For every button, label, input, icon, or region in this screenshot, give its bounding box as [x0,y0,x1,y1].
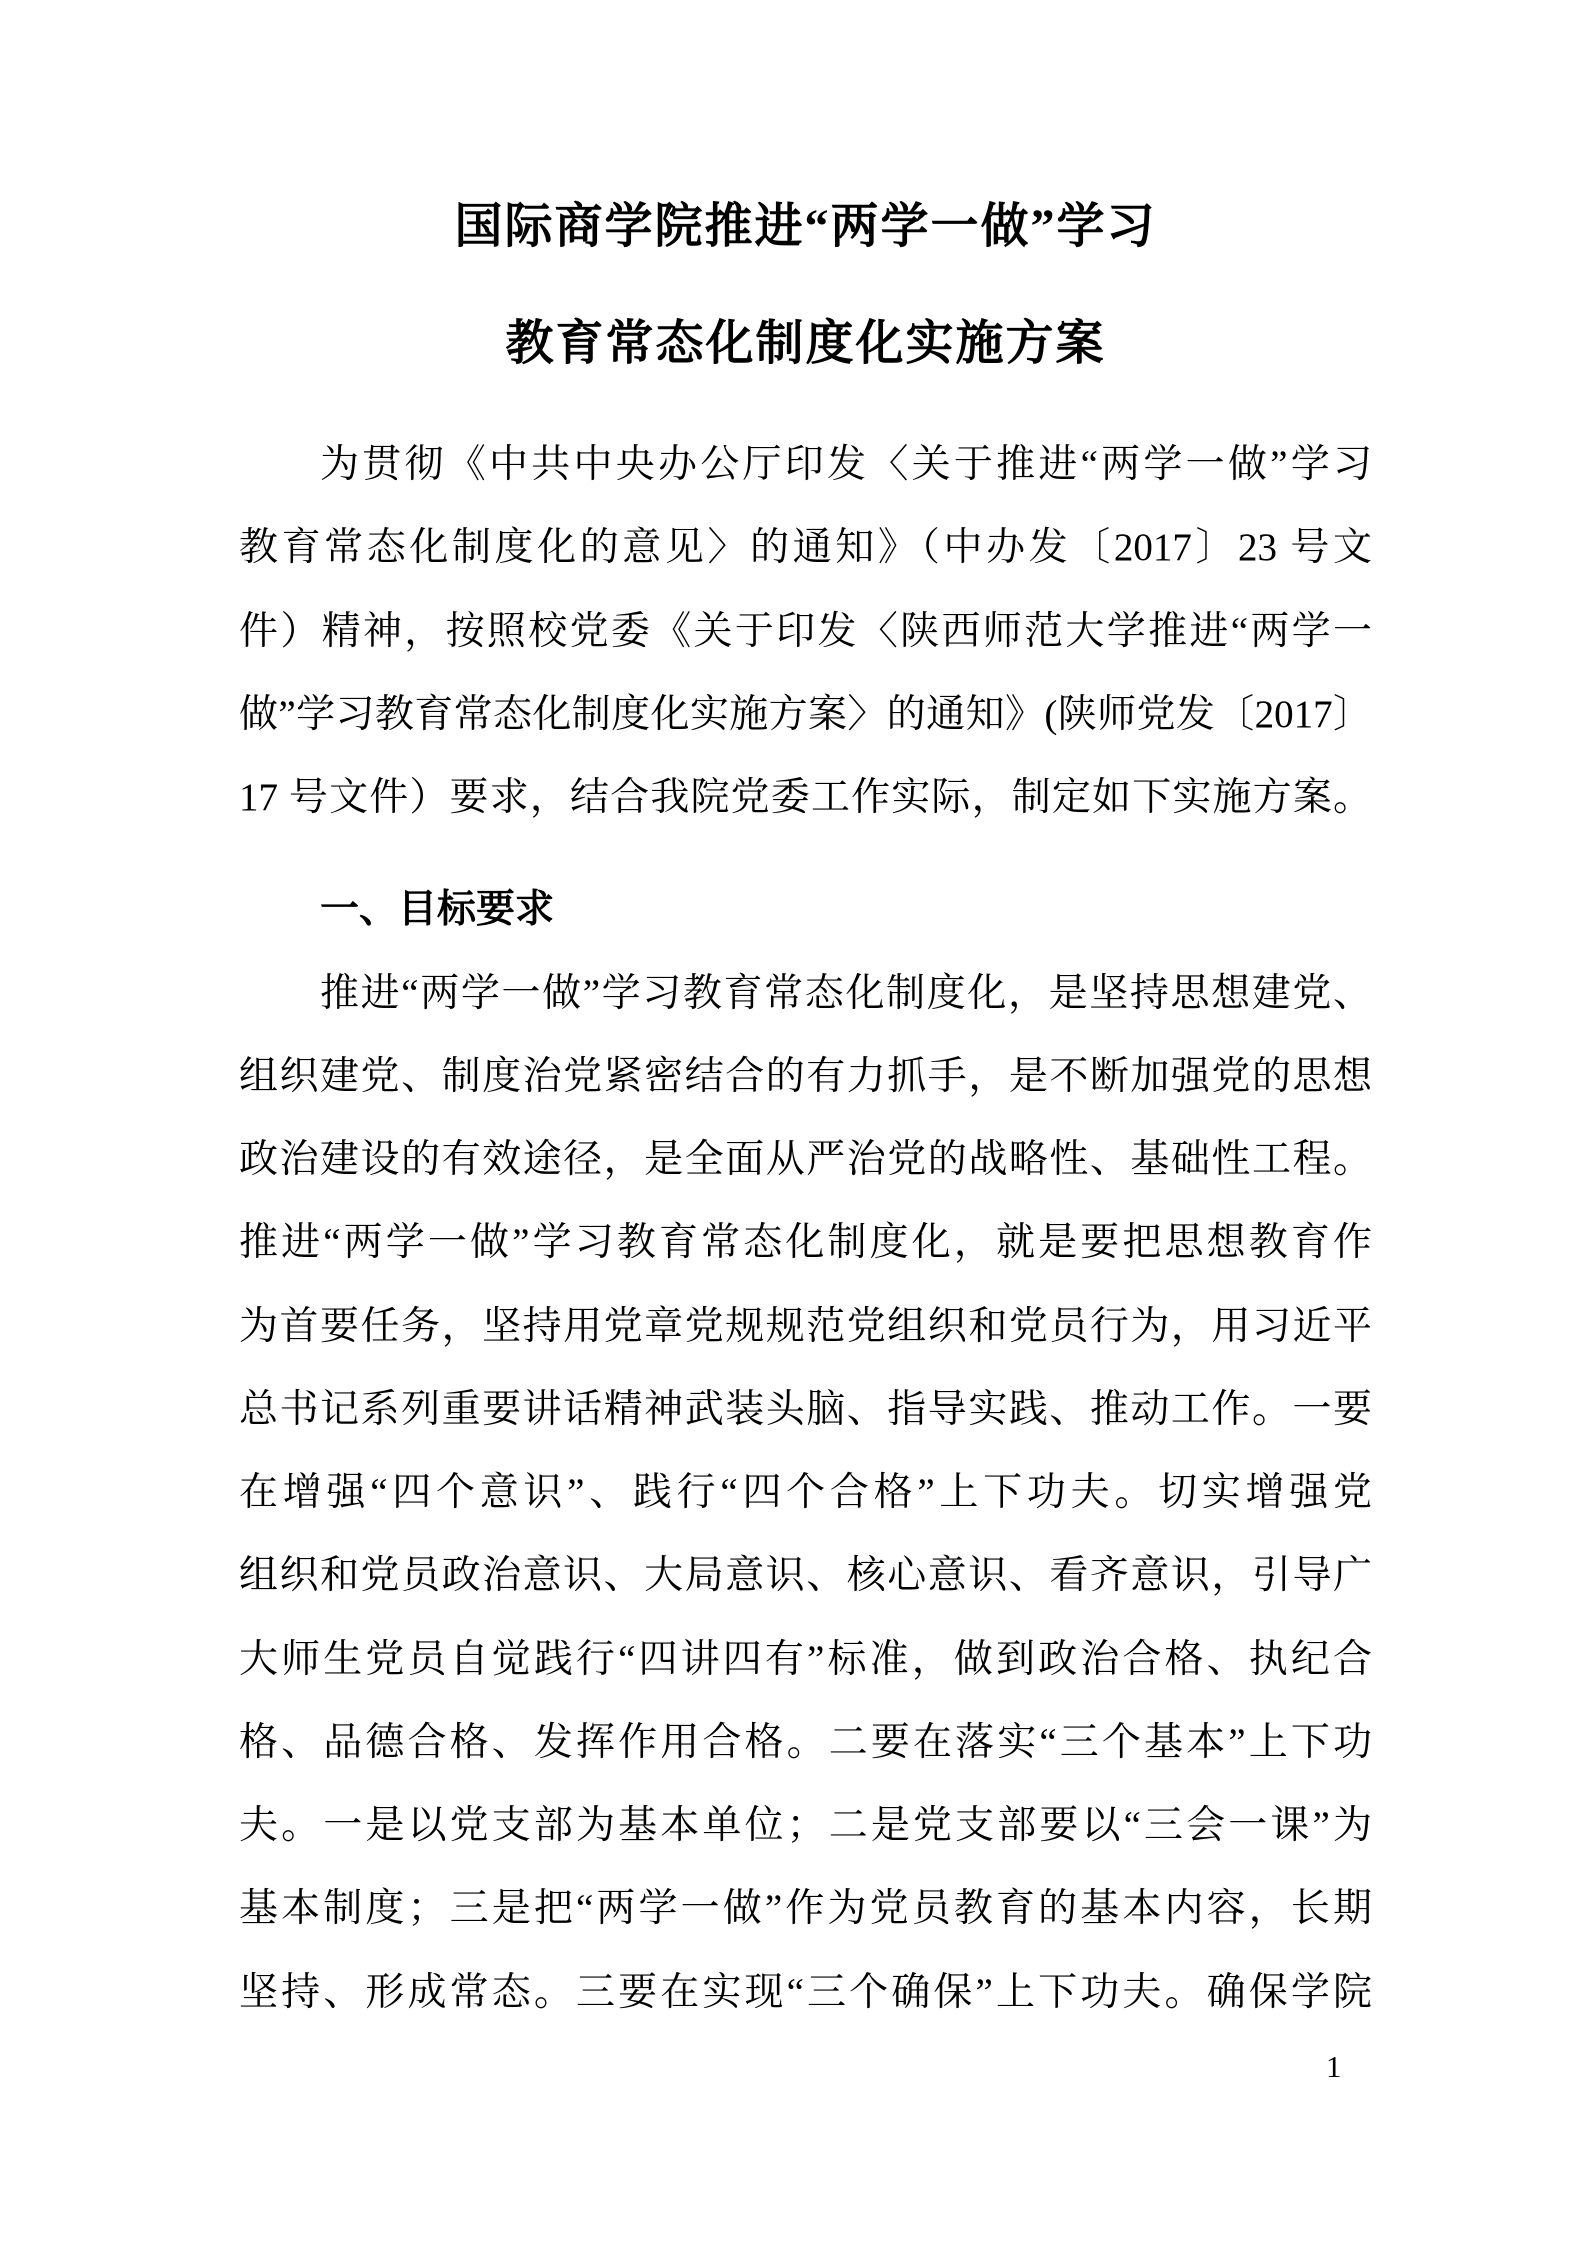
text-line: 在增强“四个意识”、践行“四个合格”上下功夫。切实增强党 [239,1471,1372,1514]
text-line: 组织建党、制度治党紧密结合的有力抓手，是不断加强党的思想 [239,1054,1372,1098]
text-line: 政治建设的有效途径，是全面从严治党的战略性、基础性工程。 [239,1138,1372,1181]
text-line: 17 号文件）要求，结合我院党委工作实际，制定如下实施方案。 [239,776,1372,819]
page-number: 1 [1326,2049,1342,2084]
text-line: 总书记系列重要讲话精神武装头脑、指导实践、推动工作。一要 [239,1387,1372,1431]
paragraph [239,971,1372,2053]
text-line: 大师生党员自觉践行“四讲四有”标准，做到政治合格、执纪合 [239,1637,1372,1681]
text-line: 坚持、形成常态。三要在实现“三个确保”上下功夫。确保学院 [239,1970,1372,2014]
text-line: 组织和党员政治意识、大局意识、核心意识、看齐意识，引导广 [239,1554,1372,1598]
text-line: 教育常态化制度化的意见〉的通知》（中办发〔2017〕23 号文 [239,526,1372,570]
text-line: 为首要任务，坚持用党章党规规范党组织和党员行为，用习近平 [239,1304,1372,1348]
document-title-line-2: 教育常态化制度化实施方案 [505,317,1106,370]
section-heading [239,887,1372,970]
text-line: 夫。一是以党支部为基本单位；二是党支部要以“三会一课”为 [239,1804,1372,1847]
text-line: 基本制度；三是把“两学一做”作为党员教育的基本内容，长期 [239,1887,1372,1931]
text-line: 为贯彻《中共中央办公厅印发〈关于推进“两学一做”学习 [320,443,1372,486]
text-line: 一、目标要求 [320,888,555,932]
text-line: 件）精神，按照校党委《关于印发〈陕西师范大学推进“两学一 [239,609,1372,653]
text-line: 推进“两学一做”学习教育常态化制度化，是坚持思想建党、 [320,971,1372,1015]
paragraph [239,442,1372,858]
text-line: 格、品德合格、发挥作用合格。二要在落实“三个基本”上下功 [239,1720,1372,1764]
text-line: 做”学习教育常态化制度化实施方案〉的通知》(陕师党发〔2017〕 [239,692,1372,736]
document-body [239,442,1372,2053]
text-line: 推进“两学一做”学习教育常态化制度化，就是要把思想教育作 [239,1221,1372,1265]
document-title-line-1: 国际商学院推进“两学一做”学习 [454,200,1157,253]
